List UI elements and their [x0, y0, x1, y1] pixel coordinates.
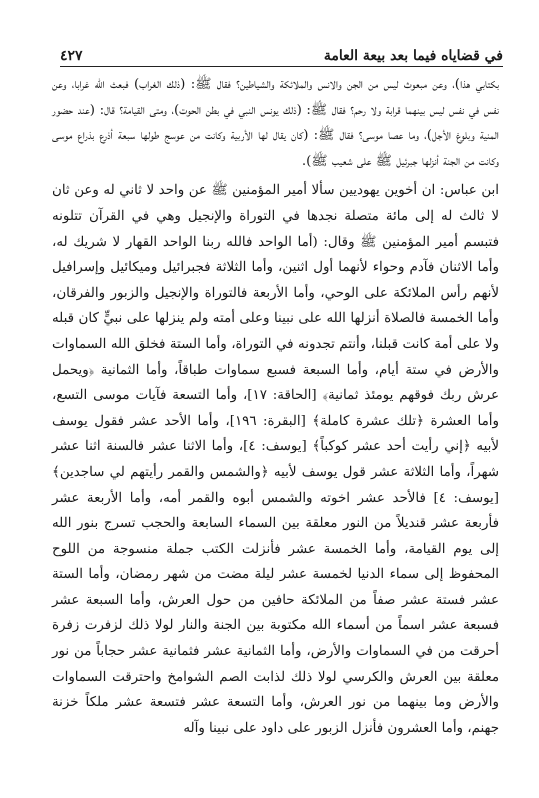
- header-divider: [60, 66, 503, 67]
- body-text: [52, 72, 499, 741]
- page-header: [60, 40, 503, 64]
- paragraph-2: ابن عباس: ان أخوين يهوديين سألا أمير المؤمنين ﷺ عن واحد لا ثاني له وعن ثان لا ثالث له إلى مائة متصلة نجدها في التوراة والإنجيل وهي في القرآن تتلونه فتبسم أمير المؤمنين ﷺ وقال: (أما الواحد فالله ربنا الواحد القهار لا شريك له، وأما الاثنان فآدم وحواء لأنهما أول اثنين، وأما الثلاثة فجبرائيل وميكائيل وإسرافيل لأنهم رأس الملائكة على الوحي، وأما الأربعة فالتوراة والإنجيل والزبور والفرقان، وأما الخمسة فالصلاة أنزلها الله على نبينا وعلى أمته ولم ينزلها على نبيٍّ كان قبله ولا على أمة كانت قبلنا، وأنتم تجدونه في التوراة، وأما الستة فخلق الله السماوات والأرض في ستة أيام، وأما السبعة فسبع سماوات طباقاً، وأما الثمانية ﴿ويحمل عرش ربك فوقهم يومئذ ثمانية﴾ [الحاقة: ١٧]، وأما التسعة فآيات موسى التسع، وأما العشرة ﴿تلك عشرة كاملة﴾ [البقرة: ١٩٦]، وأما الأحد عشر فقول يوسف لأبيه ﴿إني رأيت أحد عشر كوكباً﴾ [يوسف: ٤]، وأما الاثنا عشر فالسنة اثنا عشر شهراً، وأما الثلاثة عشر قول يوسف لأبيه ﴿والشمس والقمر رأيتهم لي ساجدين﴾ [يوسف: ٤] فالأحد عشر اخوته والشمس أبوه والقمر أمه، وأما الأربعة عشر فأربعة عشر قنديلاً من النور معلقة بين السماء السابعة والحجب تسرج بنور الله إلى يوم القيامة، وأما الخمسة عشر فأنزلت الكتب جملة منسوجة من اللوح المحفوظ إلى سماء الدنيا لخمسة عشر ليلة مضت من شهر رمضان، وأما الستة عشر فستة عشر صفاً من الملائكة حافين من حول العرش، وأما السبعة عشر فسبعة عشر اسماً من أسماء الله مكتوبة بين الجنة والنار لولا ذلك لزفرت زفرة أحرقت من في السماوات والأرض، وأما الثمانية عشر فثمانية عشر حجاباً من نور معلقة بين العرش والكرسي لولا ذلك لذابت الصم الشوامخ واحترقت السماوات والأرض وما بينهما من نور العرش، وأما التسعة عشر فتسعة عشر ملكاً خزنة جهنم، وأما العشرون فأنزل الزبور على داود على نبينا وآله: [52, 183, 500, 736]
- running-title: في قضاياه فيما بعد بيعة العامة: [323, 48, 503, 64]
- paragraph-1: بكتابي هذا)، وعن مبعوث ليس من الجن والانس والملائكة والشياطين؟ فقال ﷺ: (ذلك الغراب) فبعث الله غرابا، وعن نفس في نفس ليس بينهما قرابة ولا رحم؟ فقال ﷺ: (ذلك يونس النبي في بطن الحوت)، ومتى القيامة؟ قال: (عند حضور المنية وبلوغ الأجل)، وما عصا موسى؟ فقال ﷺ: (كان يقال لها الأربية وكانت من عوسج طولها سبعة أذرع بذراع موسى وكانت من الجنة أنزلها جبرئيل ﷺ على شعيب ﷺ).: [52, 77, 500, 169]
- page-number: ٤٢٧: [60, 48, 83, 64]
